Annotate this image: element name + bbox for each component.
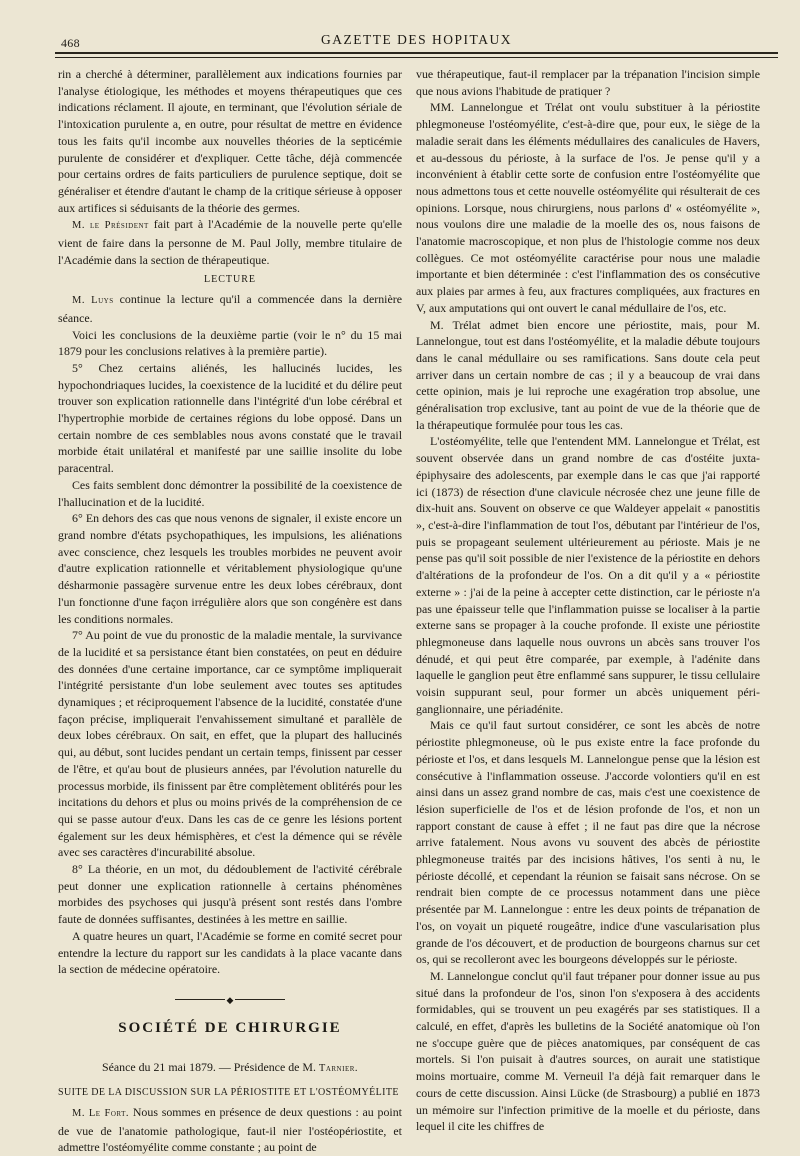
page-number: 468 (61, 36, 80, 50)
paragraph (58, 1104, 402, 1156)
header-rule-thick (55, 52, 778, 54)
paragraph: A quatre heures un quart, l'Académie se forme en comité secret pour entendre la lecture du rapport sur les candidats à la place vacante dans la section de médecine opératoire. (58, 928, 402, 977)
paragraph (58, 291, 402, 326)
paragraph: Mais ce qu'il faut surtout considérer, ce sont les abcès de notre périostite phlegmoneuse, où le pus existe entre la face profonde du périoste et l'os, et dans lesquels M. Lannelongue pense que la lésion est consécutive à l'inflammation osseuse. J'accorde volontiers qu'il en est ainsi dans un assez grand nombre de cas, mais c'est une coexistence de lésion superficielle de l'os et de lésion profonde de l'os, et non un rapport constant de cause à effet ; il ne faut pas dire que la nécrose arrive fatalement. Nous avons vu souvent des abcès de périostite phlegmoneuse traités par des incisions hâtives, l'os senti à nu, le périoste décollé, et cependant la réunion se faisait sans nécrose. On se rendrait bien compte de ce processus notamment dans une pièce présentée par M. Lannelongue : entre les deux points de trépanation de l'os, on voyait un piqueté rougeâtre, indice d'une vascularisation plus grande de l'os découvert, et de production de bourgeons charnus sur cet os, qui se recolleront avec les bourgeons développés sur le périoste. (416, 718, 760, 967)
paragraph: vue thérapeutique, faut-il remplacer par la trépanation l'incision simple que nous avions l'habitude de pratiquer ? (416, 67, 760, 98)
paragraph: rin a cherché à déterminer, parallèlement aux indications fournies par l'analyse étiologique, les méthodes et moyens thérapeutiques que ces indications réclament. Il ajoute, en terminant, que l'évolution sériale de l'intoxication purulente a, en outre, pour résultat de mettre en évidence tous les faits qu'il incombe aux nouvelles théories de la septicémie purulente de considérer et d'expliquer. Cette tâche, déjà commencée pour certains ordres de faits particuliers de purulence septique, doit se généraliser et étendre d'autant le champ de la critique sérieuse à opposer aux artifices si séduisants de la théorie des germes. (58, 67, 402, 215)
speaker-name: M. Le Fort. (72, 1108, 130, 1120)
paragraph: 8° La théorie, en un mot, du dédoublement de l'activité cérébrale peut donner une explication rationnelle à certains phénomènes morbides des psychoses qui jusqu'à présent sont restés dans l'ombre faute de données suffisantes, destinées à les mettre en saillie. (58, 862, 402, 927)
session-president: Tarnier. (318, 1062, 359, 1074)
ornament-line (175, 999, 225, 1000)
paragraph: L'ostéomyélite, telle que l'entendent MM. Lannelongue et Trélat, est souvent observée dans un grand nombre de cas d'ostéite juxta-épiphysaire des adolescents, par exemple dans le cas que j'ai rapporté ici (1873) de résection d'une clavicule nécrosée chez une jeune fille de dix-huit ans. Souvent on observe ce que Waldeyer appelait « panostitis », c'est-à-dire l'inflammation de tout l'os, débutant par l'intérieur de l'os, puis se propageant seulement ultérieurement au périoste. Mais je ne pense pas qu'il soit possible de nier l'existence de la périostite en dehors d'altérations de la profondeur de l'os. On a dit qu'il y a « périostite externe » : j'ai de la peine à accepter cette distinction, car le périoste n'a pas une épaisseur telle que l'inflammation puisse se localiser à la partie externe sans se propager à la couche profonde. Il existe une périostite phlegmoneuse dans laquelle nous ouvrons un abcès sans trouver l'os dénudé, et qui peut être comparée, par exemple, à l'adénite dans laquelle le ganglion peut être enflammé sans suppurer, le tissu cellulaire voisin suppurant seul, pour former un abcès uniquement péri-ganglionnaire, une périadénite. (416, 434, 760, 716)
speaker-name: M. le Président (72, 220, 149, 232)
paragraph: Ces faits semblent donc démontrer la possibilité de la coexistence de l'hallucination et de la lucidité. (58, 477, 402, 509)
paragraph: 7° Au point de vue du pronostic de la maladie mentale, la survivance de la lucidité et sa persistance étant bien constatées, on peut en déduire des données d'une certaine importance, car ce symptôme impliquerait l'intégrité persistante d'un lobe seulement avec toutes ses aptitudes dynamiques ; et réciproquement l'absence de la lucidité, constatée d'une façon précise, impliquerait l'envahissement simultané et parallèle de deux lobes cérébraux. On sait, en effet, que la plupart des hallucinés qui, au début, sont lucides pendant un certain temps, finissent par cesser de l'être, et qu'au bout de plusieurs années, par l'évolution naturelle du processus morbide, ils finissent par être complètement oblitérés pour les incitations du dehors et plus ou moins privés de la compréhension de ce qui se passe autour d'eux. Dans les cas de ce genre les lésions portent également sur les deux hémisphères, et c'est la démence qui se révèle avec ses caractères d'incurabilité absolue. (58, 628, 402, 860)
discussion-heading: SUITE DE LA DISCUSSION SUR LA PÉRIOSTITE ET L'OSTÉOMYÉLITE (58, 1087, 399, 1099)
speaker-name: M. Luys (72, 295, 114, 307)
paragraph-text: Nous sommes en présence de deux questions : au point de vue de l'anatomie pathologique, faut-il nier l'ostéopériostite, et admettre l'ostéomyélite comme constante ; au point de (58, 1105, 402, 1155)
right-column (416, 66, 760, 1141)
paragraph-text: fait part à l'Académie de la nouvelle perte qu'elle vient de faire dans la personne de M. Paul Jolly, membre titulaire de l'Académie dans la section de thérapeutique. (58, 217, 403, 267)
left-column (58, 66, 403, 1155)
session-prefix: Séance du 21 mai 1879. — Présidence de M. (101, 1059, 319, 1074)
paragraph: M. Trélat admet bien encore une périostite, mais, pour M. Lannelongue, tout est dans l'ostéomyélite, et la maladie débute toujours dans le canal médullaire ou ses ramifications. Sans doute cela peut arriver dans un certain nombre de cas ; il y a beaucoup de vrai dans cette opinion, mais je lui reproche une exagération trop absolue, une généralisation trop exclusive, tant au point de vue de la théorie que de la thérapeutique formulée pour tous les cas. (416, 317, 760, 432)
ornament-mark: ◆ (226, 994, 234, 1005)
paragraph: MM. Lannelongue et Trélat ont voulu substituer à la périostite phlegmoneuse l'ostéomyélite, c'est-à-dire que, pour eux, le siège de la maladie serait dans les éléments médullaires des canalicules de Havers, et au-dessous du périoste, à la surface de l'os. Je pense qu'il y a inconvénient à établir cette sorte de confusion entre l'ostéomyélite que nous admettons tous et cette nouvelle ostéomyélite qui résulterait de ces opinions. Lorsque, nous chirurgiens, nous parlons d' « ostéomyélite », nous voulons dire une maladie de la moelle des os, nous faisons de l'anatomie macroscopique, et non plus de l'histologie comme nos deux collègues. Ce mot ostéomyélite caractérise pour nous une maladie importante et bien déterminée : c'est l'inflammation des os consécutive aux plaies par armes à feu, aux fractures compliquées, aux fractures en V, aux amputations qui ont ouvert le canal médullaire de l'os, etc. (416, 100, 760, 315)
paragraph (58, 216, 402, 268)
lecture-heading: LECTURE (204, 274, 256, 286)
ornament-line (235, 999, 285, 1000)
header-rule-thin (55, 57, 778, 58)
section-ornament (58, 980, 402, 1020)
paragraph: 6° En dehors des cas que nous venons de signaler, il existe encore un grand nombre d'états psychopathiques, les impulsions, les aliénations avec conscience, chez lesquels les troubles morbides ne peuvent avoir d'autre explication rationnelle et véritablement physiologique qu'une désharmonie passagère survenue entre les deux lobes cérébraux, dont l'un fonctionne d'une façon irrégulière alors que son congénère est dans les conditions normales. (58, 511, 402, 626)
paragraph: Voici les conclusions de la deuxième partie (voir le n° du 15 mai 1879 pour les conclusions relatives à la première partie). (58, 327, 402, 359)
paragraph: 5° Chez certains aliénés, les hallucinés lucides, les hypochondriaques lucides, la coexistence de la lucidité et du délire peut trouver son explication rationnelle dans l'intégrité d'un lobe cérébral et l'hypertrophie morbide de certaines régions du lobe opposé. Dans un certain nombre de ces semblables nous avons constaté que le travail morbide était unilatéral et manifesté par une saillie insolite du lobe paracentral. (58, 360, 402, 476)
section-heading: SOCIÉTÉ DE CHIRURGIE (118, 1019, 342, 1036)
page-header (55, 30, 778, 52)
running-title: GAZETTE DES HOPITAUX (321, 32, 512, 47)
paragraph: M. Lannelongue conclut qu'il faut trépaner pour donner issue au pus situé dans la profondeur de l'os, sinon l'on s'exposera à des accidents formidables, qui se trouvent un peu exagérés par ses statistiques. Il a calculé, en effet, d'après les bulletins de la Société anatomique où l'on ne s'occupe guère que de pièces anatomiques, par conséquent de cas mortels. Si l'on puisait à d'autres sources, on aurait une statistique moins mortuaire, comme M. Verneuil l'a déjà fait remarquer dans le cours de cette discussion. Ainsi Lücke (de Strasbourg) a publié en 1873 un mémoire sur l'infection primitive de la moelle et du périoste, dans lequel il cite les chiffres de (416, 968, 760, 1134)
session-line (58, 1059, 402, 1078)
paragraph-text: continue la lecture qu'il a commencée dans la dernière séance. (58, 292, 402, 325)
